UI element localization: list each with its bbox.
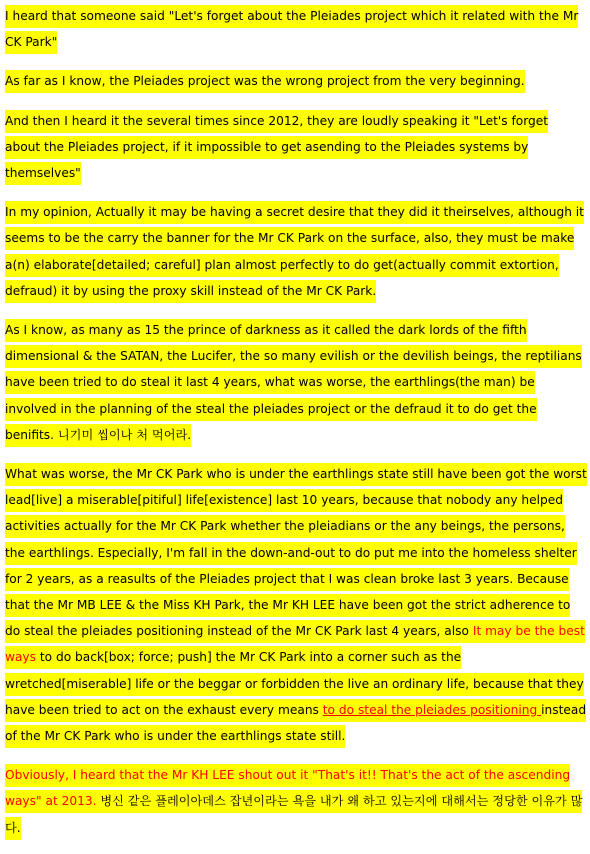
paragraph-5 bbox=[5, 317, 587, 448]
paragraph-4 bbox=[5, 199, 587, 304]
korean-text: 병신 같은 플레이아데스 잡년이라는 욕을 내가 왜 하고 있는지에 대해서는 정당한 이유가 많다. bbox=[5, 794, 583, 835]
paragraph-2 bbox=[5, 68, 587, 94]
paragraph-1 bbox=[5, 3, 587, 55]
text-run: to do back[box; force; push] the Mr CK Park into a corner such as the wretched[miserable] life or the beggar or forbidden the live an ordinary life, because that they have been tried to act on the exhaust every means bbox=[5, 650, 584, 717]
highlighted-text: In my opinion, Actually it may be having a secret desire that they did it theirselves, although it seems to be the carry the banner for the Mr CK Park on the surface, also, they must be make a(n) elaborate[detailed; careful] plan almost perfectly to do get(actually commit extortion, defraud) it by using the proxy skill instead of the Mr CK Park. bbox=[5, 201, 584, 303]
red-emphasis-text: Obviously, I heard that the Mr KH LEE shout out it "That's it!! That's the act of the ascending ways" at 2013. bbox=[5, 768, 571, 809]
underlined-red-link[interactable]: to do steal the pleiades positioning bbox=[322, 702, 542, 717]
text-run: What was worse, the Mr CK Park who is under the earthlings state still have been got the worst lead[live] a miserable[pitiful] life[existence] last 10 years, because that nobody any helped activities actually for the Mr CK Park whether the pleiadians or the any beings, the persons, the earthlings. Especially, I'm fall in the down-and-out to do put me into the homeless shelter for 2 years, as a reasults of the Pleiades project that I was clean broke last 3 years. Because that the Mr MB LEE & the Miss KH Park, the Mr KH LEE have been got the strict adherence to do steal the pleiades positioning instead of the Mr CK Park last 4 years, also bbox=[5, 467, 587, 639]
paragraph-6 bbox=[5, 461, 587, 749]
highlighted-text bbox=[5, 764, 582, 839]
red-emphasis-text: It may be the best ways bbox=[5, 624, 585, 665]
highlighted-text: As far as I know, the Pleiades project was the wrong project from the very beginning. bbox=[5, 70, 525, 93]
document-body bbox=[5, 3, 587, 854]
text-run: instead of the Mr CK Park who is under the earthlings state still. bbox=[5, 702, 587, 744]
paragraph-3 bbox=[5, 108, 587, 187]
highlighted-text: And then I heard it the several times since 2012, they are loudly speaking it "Let's forget about the Pleiades project, if it impossible to get asending to the Pleiades systems by themselves" bbox=[5, 110, 548, 185]
highlighted-text: I heard that someone said "Let's forget about the Pleiades project which it related with the Mr CK Park" bbox=[5, 5, 578, 54]
highlighted-text: As I know, as many as 15 the prince of darkness as it called the dark lords of the fifth dimensional & the SATAN, the Lucifer, the so many evilish or the devilish beings, the reptilians have been tried to do steal it last 4 years, what was worse, the earthlings(the man) be involved in the planning of the steal the pleiades project or the defraud it to do get the benifits. 니기미 씹이나 처 먹어라. bbox=[5, 319, 582, 447]
paragraph-7 bbox=[5, 762, 587, 841]
highlighted-text bbox=[5, 463, 587, 748]
